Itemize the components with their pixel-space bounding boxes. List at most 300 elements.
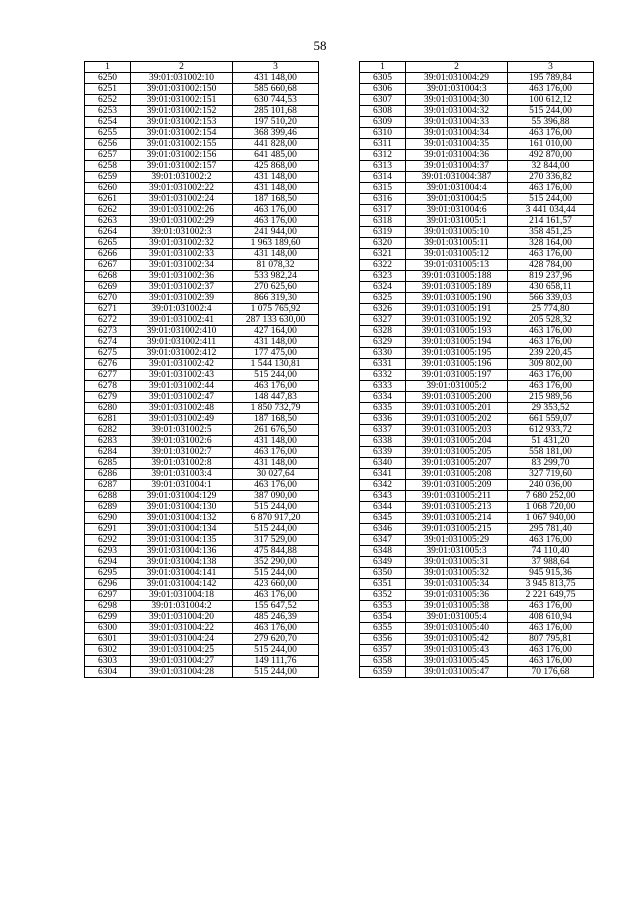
cadastral-number-cell: 39:01:031005:195 [406,348,508,359]
table-row [360,381,594,392]
table-row [360,95,594,106]
cadastral-number-cell: 39:01:031002:26 [131,205,233,216]
table-row [360,590,594,601]
cadastral-number-cell: 39:01:031004:135 [131,535,233,546]
cadastral-number-cell: 39:01:031004:32 [406,106,508,117]
cadastral-number-cell: 39:01:031002:153 [131,117,233,128]
row-number-cell: 6273 [85,326,131,337]
row-number-cell: 6296 [85,579,131,590]
value-cell: 37 988,64 [508,557,594,568]
value-cell: 430 658,11 [508,282,594,293]
cadastral-number-cell: 39:01:031005:29 [406,535,508,546]
table-row [360,139,594,150]
table-row [360,645,594,656]
row-number-cell: 6278 [85,381,131,392]
table-row [85,502,319,513]
table-row [85,645,319,656]
table-row [360,480,594,491]
value-cell: 70 176,68 [508,667,594,678]
row-number-cell: 6270 [85,293,131,304]
table-row [85,337,319,348]
value-cell: 368 399,46 [233,128,319,139]
cadastral-number-cell: 39:01:031004:138 [131,557,233,568]
row-number-cell: 6358 [360,656,406,667]
table-row [85,414,319,425]
value-cell: 515 244,00 [508,106,594,117]
row-number-cell: 6317 [360,205,406,216]
table-row [85,392,319,403]
value-cell: 431 148,00 [233,458,319,469]
cadastral-number-cell: 39:01:031004:387 [406,172,508,183]
row-number-cell: 6256 [85,139,131,150]
value-cell: 25 774,80 [508,304,594,315]
table-row [360,612,594,623]
cadastral-number-cell: 39:01:031005:197 [406,370,508,381]
row-number-cell: 6342 [360,480,406,491]
cadastral-number-cell: 39:01:031005:209 [406,480,508,491]
row-number-cell: 6351 [360,579,406,590]
value-cell: 463 176,00 [508,381,594,392]
cadastral-number-cell: 39:01:031004:28 [131,667,233,678]
table-row [360,370,594,381]
cadastral-number-cell: 39:01:031002:34 [131,260,233,271]
cadastral-number-cell: 39:01:031002:48 [131,403,233,414]
cadastral-number-cell: 39:01:031005:34 [406,579,508,590]
row-number-cell: 6352 [360,590,406,601]
row-number-cell: 6252 [85,95,131,106]
table-row [360,73,594,84]
table-row [360,150,594,161]
table-row [360,513,594,524]
table-row [85,656,319,667]
row-number-cell: 6293 [85,546,131,557]
row-number-cell: 6254 [85,117,131,128]
table-row [360,216,594,227]
row-number-cell: 6331 [360,359,406,370]
row-number-cell: 6312 [360,150,406,161]
table-row [360,249,594,260]
value-cell: 463 176,00 [233,447,319,458]
cadastral-number-cell: 39:01:031005:3 [406,546,508,557]
value-cell: 515 244,00 [233,502,319,513]
table-row [85,436,319,447]
table-row [360,568,594,579]
cadastral-number-cell: 39:01:031002:24 [131,194,233,205]
cadastral-number-cell: 39:01:031004:132 [131,513,233,524]
row-number-cell: 6323 [360,271,406,282]
table-row [360,337,594,348]
cadastral-number-cell: 39:01:031002:156 [131,150,233,161]
table-row [360,271,594,282]
value-cell: 463 176,00 [508,249,594,260]
row-number-cell: 6324 [360,282,406,293]
value-cell: 51 431,20 [508,436,594,447]
row-number-cell: 6341 [360,469,406,480]
row-number-cell: 6259 [85,172,131,183]
cadastral-number-cell: 39:01:031005:12 [406,249,508,260]
row-number-cell: 6262 [85,205,131,216]
page-number: 58 [313,38,327,53]
cadastral-number-cell: 39:01:031004:2 [131,601,233,612]
cadastral-number-cell: 39:01:031004:6 [406,205,508,216]
table-row [85,117,319,128]
table-row [360,348,594,359]
table-row [85,304,319,315]
cadastral-number-cell: 39:01:031004:130 [131,502,233,513]
value-cell: 241 944,00 [233,227,319,238]
table-row [360,634,594,645]
table-row [85,513,319,524]
value-cell: 32 844,00 [508,161,594,172]
cadastral-number-cell: 39:01:031005:45 [406,656,508,667]
table-row [360,161,594,172]
cadastral-number-cell: 39:01:031005:36 [406,590,508,601]
row-number-cell: 6354 [360,612,406,623]
value-cell: 492 870,00 [508,150,594,161]
row-number-cell: 6320 [360,238,406,249]
column-header-value: 3 [508,62,594,73]
row-number-cell: 6334 [360,392,406,403]
value-cell: 463 176,00 [508,601,594,612]
table-row [360,557,594,568]
table-row [360,502,594,513]
row-number-cell: 6335 [360,403,406,414]
row-number-cell: 6332 [360,370,406,381]
cadastral-number-cell: 39:01:031003:4 [131,469,233,480]
row-number-cell: 6280 [85,403,131,414]
cadastral-number-cell: 39:01:031002:151 [131,95,233,106]
row-number-cell: 6339 [360,447,406,458]
table-row [85,359,319,370]
table-row [85,205,319,216]
cadastral-number-cell: 39:01:031002:412 [131,348,233,359]
column-header-cadastral-number: 2 [131,62,233,73]
value-cell: 30 027,64 [233,469,319,480]
row-number-cell: 6343 [360,491,406,502]
table-row [85,579,319,590]
table-row [360,194,594,205]
value-cell: 819 237,96 [508,271,594,282]
value-cell: 309 802,00 [508,359,594,370]
cadastral-number-cell: 39:01:031002:43 [131,370,233,381]
value-cell: 463 176,00 [233,590,319,601]
cadastral-number-cell: 39:01:031005:189 [406,282,508,293]
table-row [85,623,319,634]
value-cell: 327 719,60 [508,469,594,480]
value-cell: 463 176,00 [508,337,594,348]
table-row [85,194,319,205]
value-cell: 515 244,00 [233,524,319,535]
cadastral-number-cell: 39:01:031005:192 [406,315,508,326]
column-header-cadastral-number: 2 [406,62,508,73]
cadastral-number-cell: 39:01:031002:157 [131,161,233,172]
table-row [85,183,319,194]
table-row [85,381,319,392]
value-cell: 317 529,00 [233,535,319,546]
cadastral-number-cell: 39:01:031002:22 [131,183,233,194]
table-row [360,238,594,249]
value-cell: 1 075 765,92 [233,304,319,315]
cadastral-number-cell: 39:01:031004:3 [406,84,508,95]
table-row [360,117,594,128]
value-cell: 261 676,50 [233,425,319,436]
value-cell: 155 647,52 [233,601,319,612]
table-row [360,601,594,612]
table-row [360,491,594,502]
register-table-right [359,61,594,678]
row-number-cell: 6282 [85,425,131,436]
row-number-cell: 6281 [85,414,131,425]
table-row [85,161,319,172]
row-number-cell: 6338 [360,436,406,447]
cadastral-number-cell: 39:01:031002:410 [131,326,233,337]
cadastral-number-cell: 39:01:031002:150 [131,84,233,95]
row-number-cell: 6330 [360,348,406,359]
table-row [360,326,594,337]
cadastral-number-cell: 39:01:031005:38 [406,601,508,612]
row-number-cell: 6289 [85,502,131,513]
row-number-cell: 6301 [85,634,131,645]
row-number-cell: 6283 [85,436,131,447]
table-row [85,227,319,238]
table-row [360,183,594,194]
row-number-cell: 6297 [85,590,131,601]
table-row [85,73,319,84]
cadastral-number-cell: 39:01:031005:201 [406,403,508,414]
table-row [85,469,319,480]
row-number-cell: 6271 [85,304,131,315]
row-number-cell: 6276 [85,359,131,370]
cadastral-number-cell: 39:01:031005:11 [406,238,508,249]
cadastral-number-cell: 39:01:031002:5 [131,425,233,436]
table-row [360,128,594,139]
value-cell: 427 164,00 [233,326,319,337]
table-row [360,315,594,326]
value-cell: 287 133 630,00 [233,315,319,326]
row-number-cell: 6304 [85,667,131,678]
row-number-cell: 6329 [360,337,406,348]
table-row [85,447,319,458]
table-row [85,458,319,469]
value-cell: 423 660,00 [233,579,319,590]
cadastral-number-cell: 39:01:031004:29 [406,73,508,84]
value-cell: 463 176,00 [508,370,594,381]
value-cell: 387 090,00 [233,491,319,502]
table-row [85,634,319,645]
row-number-cell: 6303 [85,656,131,667]
value-cell: 3 441 034,44 [508,205,594,216]
cadastral-number-cell: 39:01:031004:34 [406,128,508,139]
table-row [360,304,594,315]
cadastral-number-cell: 39:01:031005:43 [406,645,508,656]
table-row [85,601,319,612]
cadastral-number-cell: 39:01:031002:6 [131,436,233,447]
value-cell: 161 010,00 [508,139,594,150]
row-number-cell: 6337 [360,425,406,436]
cadastral-number-cell: 39:01:031005:188 [406,271,508,282]
table-row [85,238,319,249]
row-number-cell: 6359 [360,667,406,678]
value-cell: 270 625,60 [233,282,319,293]
cadastral-number-cell: 39:01:031005:203 [406,425,508,436]
value-cell: 431 148,00 [233,249,319,260]
value-cell: 515 244,00 [233,568,319,579]
table-row [360,227,594,238]
row-number-cell: 6267 [85,260,131,271]
table-row [85,216,319,227]
cadastral-number-cell: 39:01:031004:35 [406,139,508,150]
table-row [360,656,594,667]
cadastral-number-cell: 39:01:031005:190 [406,293,508,304]
value-cell: 463 176,00 [233,205,319,216]
value-cell: 431 148,00 [233,436,319,447]
value-cell: 195 789,84 [508,73,594,84]
value-cell: 515 244,00 [508,194,594,205]
value-cell: 463 176,00 [233,623,319,634]
cadastral-number-cell: 39:01:031002:152 [131,106,233,117]
value-cell: 463 176,00 [508,183,594,194]
value-cell: 408 610,94 [508,612,594,623]
row-number-cell: 6299 [85,612,131,623]
value-cell: 428 784,00 [508,260,594,271]
table-row [85,557,319,568]
table-row [85,139,319,150]
table-row [85,590,319,601]
value-cell: 1 068 720,00 [508,502,594,513]
value-cell: 29 353,52 [508,403,594,414]
table-row [85,568,319,579]
cadastral-number-cell: 39:01:031002:155 [131,139,233,150]
value-cell: 74 110,40 [508,546,594,557]
row-number-cell: 6265 [85,238,131,249]
table-row [85,260,319,271]
value-cell: 515 244,00 [233,645,319,656]
cadastral-number-cell: 39:01:031002:42 [131,359,233,370]
row-number-cell: 6287 [85,480,131,491]
row-number-cell: 6277 [85,370,131,381]
row-number-cell: 6286 [85,469,131,480]
cadastral-number-cell: 39:01:031002:2 [131,172,233,183]
value-cell: 295 781,40 [508,524,594,535]
value-cell: 463 176,00 [508,623,594,634]
row-number-cell: 6319 [360,227,406,238]
table-row [85,403,319,414]
value-cell: 285 101,68 [233,106,319,117]
table-row [360,667,594,678]
row-number-cell: 6288 [85,491,131,502]
cadastral-number-cell: 39:01:031002:154 [131,128,233,139]
cadastral-number-cell: 39:01:031002:7 [131,447,233,458]
row-number-cell: 6294 [85,557,131,568]
cadastral-number-cell: 39:01:031004:22 [131,623,233,634]
value-cell: 328 164,00 [508,238,594,249]
table-row [360,282,594,293]
cadastral-number-cell: 39:01:031005:2 [406,381,508,392]
table-row [85,315,319,326]
value-cell: 3 945 813,75 [508,579,594,590]
row-number-cell: 6349 [360,557,406,568]
table-row [360,425,594,436]
value-cell: 1 544 130,81 [233,359,319,370]
value-cell: 1 850 732,79 [233,403,319,414]
cadastral-number-cell: 39:01:031002:49 [131,414,233,425]
value-cell: 197 510,20 [233,117,319,128]
value-cell: 463 176,00 [508,84,594,95]
table-body [360,73,594,678]
row-number-cell: 6272 [85,315,131,326]
row-number-cell: 6257 [85,150,131,161]
cadastral-number-cell: 39:01:031002:39 [131,293,233,304]
row-number-cell: 6314 [360,172,406,183]
row-number-cell: 6269 [85,282,131,293]
table-row [360,106,594,117]
cadastral-number-cell: 39:01:031005:196 [406,359,508,370]
row-number-cell: 6355 [360,623,406,634]
cadastral-number-cell: 39:01:031002:36 [131,271,233,282]
cadastral-number-cell: 39:01:031002:29 [131,216,233,227]
value-cell: 1 067 940,00 [508,513,594,524]
row-number-cell: 6300 [85,623,131,634]
value-cell: 463 176,00 [508,326,594,337]
row-number-cell: 6292 [85,535,131,546]
row-number-cell: 6313 [360,161,406,172]
table-row [360,260,594,271]
value-cell: 463 176,00 [508,535,594,546]
value-cell: 205 528,32 [508,315,594,326]
row-number-cell: 6356 [360,634,406,645]
table-row [360,524,594,535]
table-row [85,95,319,106]
cadastral-number-cell: 39:01:031002:33 [131,249,233,260]
row-number-cell: 6266 [85,249,131,260]
table-header-row [85,62,319,73]
value-cell: 352 290,00 [233,557,319,568]
table-row [360,546,594,557]
cadastral-number-cell: 39:01:031002:47 [131,392,233,403]
cadastral-number-cell: 39:01:031005:205 [406,447,508,458]
cadastral-number-cell: 39:01:031002:32 [131,238,233,249]
table-row [360,359,594,370]
row-number-cell: 6295 [85,568,131,579]
table-row [360,458,594,469]
cadastral-number-cell: 39:01:031002:4 [131,304,233,315]
table-row [85,84,319,95]
value-cell: 431 148,00 [233,183,319,194]
table-row [360,84,594,95]
row-number-cell: 6344 [360,502,406,513]
table-row [360,205,594,216]
row-number-cell: 6325 [360,293,406,304]
row-number-cell: 6315 [360,183,406,194]
cadastral-number-cell: 39:01:031005:42 [406,634,508,645]
value-cell: 55 396,88 [508,117,594,128]
cadastral-number-cell: 39:01:031005:211 [406,491,508,502]
row-number-cell: 6298 [85,601,131,612]
cadastral-number-cell: 39:01:031005:31 [406,557,508,568]
table-row [85,326,319,337]
cadastral-number-cell: 39:01:031004:4 [406,183,508,194]
table-row [360,436,594,447]
row-number-cell: 6307 [360,95,406,106]
value-cell: 630 744,53 [233,95,319,106]
value-cell: 463 176,00 [233,480,319,491]
row-number-cell: 6318 [360,216,406,227]
value-cell: 177 475,00 [233,348,319,359]
value-cell: 463 176,00 [233,216,319,227]
value-cell: 945 915,36 [508,568,594,579]
cadastral-number-cell: 39:01:031002:8 [131,458,233,469]
row-number-cell: 6305 [360,73,406,84]
